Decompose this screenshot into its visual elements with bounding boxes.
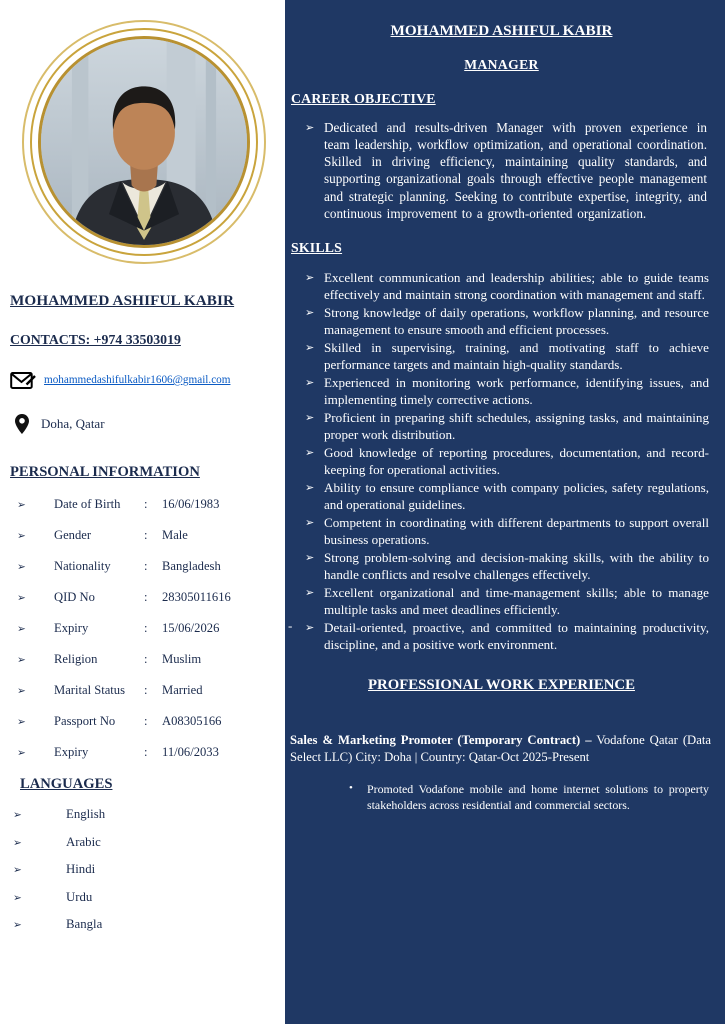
arrow-bullet-icon: ➢ (305, 122, 315, 134)
personal-info-row (10, 683, 277, 698)
skill-text: Proficient in preparing shift schedules, assigning tasks, and maintaining proper work distribution. (324, 410, 709, 443)
language-label: Urdu (66, 889, 93, 904)
language-item (10, 917, 277, 932)
job-details: Vodafone Qatar (Data Select LLC) City: Doha | Country: Qatar-Oct 2025-Present (290, 733, 711, 764)
field-colon: : (144, 621, 148, 635)
field-label: Religion (54, 652, 98, 666)
field-value: Married (162, 683, 203, 697)
left-column (0, 0, 285, 1024)
field-value: 16/06/1983 (162, 497, 220, 511)
job-bullet-list (346, 781, 713, 813)
job-title-bold: Sales & Marketing Promoter (Temporary Contract) – (290, 733, 592, 748)
job-entry (290, 732, 713, 765)
field-value: 15/06/2026 (162, 621, 220, 635)
language-label: Hindi (66, 862, 96, 876)
skill-text: Good knowledge of reporting procedures, documentation, and record-keeping for operational activities. (324, 445, 709, 478)
arrow-bullet-icon: ➢ (17, 500, 26, 511)
career-objective (290, 119, 713, 222)
arrow-bullet-icon: ➢ (305, 622, 315, 635)
skill-text: Excellent communication and leadership abilities; able to guide teams effectively and maintain strong coordination with management and staff. (324, 269, 709, 302)
field-label: QID No (54, 590, 95, 604)
skill-item (290, 339, 709, 373)
skill-item (290, 444, 709, 478)
arrow-bullet-icon: ➢ (17, 624, 26, 635)
field-value: 11/06/2033 (162, 745, 219, 759)
skill-item (290, 374, 709, 408)
personal-info-row (10, 590, 277, 605)
skill-text: Competent in coordinating with different departments to support overall business operations. (324, 515, 709, 548)
arrow-bullet-icon: ➢ (305, 377, 315, 390)
header-name: MOHAMMED ASHIFUL KABIR (390, 22, 613, 39)
field-value: 28305011616 (162, 590, 231, 604)
personal-info-row (10, 652, 277, 667)
right-column (285, 0, 725, 1024)
skill-item (290, 304, 709, 338)
email-row (10, 370, 277, 390)
personal-info-row (10, 559, 277, 574)
field-colon: : (144, 559, 148, 573)
skills-heading: SKILLS (291, 239, 343, 255)
skill-text: Ability to ensure compliance with company policies, safety regulations, and operational guidelines. (324, 480, 709, 513)
language-item (10, 862, 277, 877)
job-bullet-text: Promoted Vodafone mobile and home internet solutions to property stakeholders across residential and commercial sectors. (367, 782, 709, 813)
field-colon: : (144, 683, 148, 697)
skill-item (290, 584, 709, 618)
skill-text: Detail-oriented, proactive, and committed to maintaining productivity, discipline, and a positive work environment. (324, 620, 709, 653)
arrow-bullet-icon: ➢ (305, 342, 315, 354)
email-icon-graphic (10, 370, 36, 390)
arrow-bullet-icon: ➢ (305, 552, 315, 565)
field-colon: : (144, 745, 148, 759)
arrow-bullet-icon: ➢ (17, 655, 26, 666)
job-bullet-item (346, 781, 709, 813)
arrow-bullet-icon: ➢ (17, 531, 26, 542)
field-value: Bangladesh (162, 559, 221, 573)
arrow-bullet-icon: ➢ (17, 562, 26, 573)
arrow-bullet-icon: ➢ (13, 810, 22, 821)
languages-list (10, 807, 277, 932)
personal-info-row (10, 528, 277, 543)
language-item (10, 835, 277, 850)
experience-heading: PROFESSIONAL WORK EXPERIENCE (368, 677, 635, 694)
skill-item (290, 514, 709, 548)
skill-item (290, 619, 709, 653)
arrow-bullet-icon: ➢ (13, 865, 22, 876)
field-value: Male (162, 528, 188, 542)
skill-item (290, 549, 709, 583)
location-row (10, 414, 277, 434)
languages-heading: LANGUAGES (20, 776, 113, 792)
email-link[interactable]: mohammedashifulkabir1606@gmail.com (44, 374, 231, 386)
skill-text: Strong knowledge of daily operations, workflow planning, and resource management to ensure smooth and efficient processes. (324, 304, 709, 337)
personal-info-list (10, 497, 277, 760)
skill-text: Excellent organizational and time-management skills; able to manage multiple tasks and meet deadlines efficiently. (324, 585, 709, 618)
field-value: Muslim (162, 652, 202, 666)
field-label: Nationality (54, 559, 111, 573)
arrow-bullet-icon: ➢ (305, 306, 315, 319)
arrow-bullet-icon: ➢ (305, 271, 315, 284)
field-colon: : (144, 590, 148, 604)
field-value: A08305166 (162, 714, 222, 728)
location-text: Doha, Qatar (41, 416, 105, 431)
career-objective-heading: CAREER OBJECTIVE (291, 91, 436, 106)
field-colon: : (144, 497, 148, 511)
arrow-bullet-icon: ➢ (305, 447, 315, 460)
field-label: Date of Birth (54, 497, 121, 511)
field-label: Marital Status (54, 683, 126, 697)
photo-inner-ring (30, 28, 258, 256)
arrow-bullet-icon: ➢ (13, 892, 22, 904)
dot-bullet-icon: • (349, 782, 353, 795)
location-pin-icon (15, 414, 29, 434)
career-objective-text: Dedicated and results-driven Manager with proven experience in team leadership, workflow optimization, and operational coordination. Skilled in driving efficiency, maintaining quality standards, and supporting organizational goals through effective people management and strategic planning. Seeking to contribute expertise, integrity, and continuous improvement to a growth-oriented organization. (324, 120, 707, 221)
language-label: Bangla (66, 917, 103, 931)
arrow-bullet-icon: ➢ (17, 717, 26, 728)
profile-photo (38, 36, 250, 248)
field-label: Expiry (54, 621, 89, 635)
personal-info-heading: PERSONAL INFORMATION (10, 464, 200, 480)
stray-mark: - (288, 618, 293, 633)
arrow-bullet-icon: ➢ (17, 593, 26, 604)
language-label: Arabic (66, 834, 101, 849)
arrow-bullet-icon: ➢ (13, 920, 22, 931)
skill-text: Strong problem-solving and decision-making skills, with the ability to handle conflicts and resolve challenges effectively. (324, 550, 709, 583)
field-label: Passport No (54, 714, 116, 728)
skill-item (290, 479, 709, 513)
arrow-bullet-icon: ➢ (17, 748, 26, 759)
field-label: Gender (54, 528, 92, 542)
arrow-bullet-icon: ➢ (13, 837, 22, 849)
profile-photo-graphic (41, 39, 247, 245)
candidate-name: MOHAMMED ASHIFUL KABIR (10, 292, 235, 309)
skill-text: Skilled in supervising, training, and motivating staff to achieve performance targets and maintain high-quality standards. (324, 340, 709, 373)
skill-item (290, 269, 709, 303)
field-colon: : (144, 714, 148, 728)
email-icon (10, 370, 36, 390)
arrow-bullet-icon: ➢ (17, 686, 26, 697)
location-pin-graphic (15, 414, 29, 434)
personal-info-row (10, 714, 277, 729)
personal-info-row (10, 621, 277, 636)
language-item (10, 807, 277, 822)
skill-item (290, 409, 709, 443)
skills-list (290, 269, 713, 653)
arrow-bullet-icon: ➢ (305, 587, 315, 600)
arrow-bullet-icon: ➢ (305, 517, 315, 530)
skill-text: Experienced in monitoring work performance, identifying issues, and implementing timely corrective actions. (324, 375, 709, 408)
language-item (10, 890, 277, 905)
arrow-bullet-icon: ➢ (305, 482, 315, 495)
field-label: Expiry (54, 745, 89, 759)
personal-info-row (10, 497, 277, 512)
language-label: English (66, 807, 106, 821)
contacts-heading: CONTACTS: +974 33503019 (10, 332, 181, 347)
photo-gold-frame (22, 20, 266, 264)
arrow-bullet-icon: ➢ (305, 412, 315, 425)
personal-info-row (10, 745, 277, 760)
field-colon: : (144, 528, 148, 542)
field-colon: : (144, 652, 148, 666)
header-job-title: MANAGER (464, 57, 539, 72)
